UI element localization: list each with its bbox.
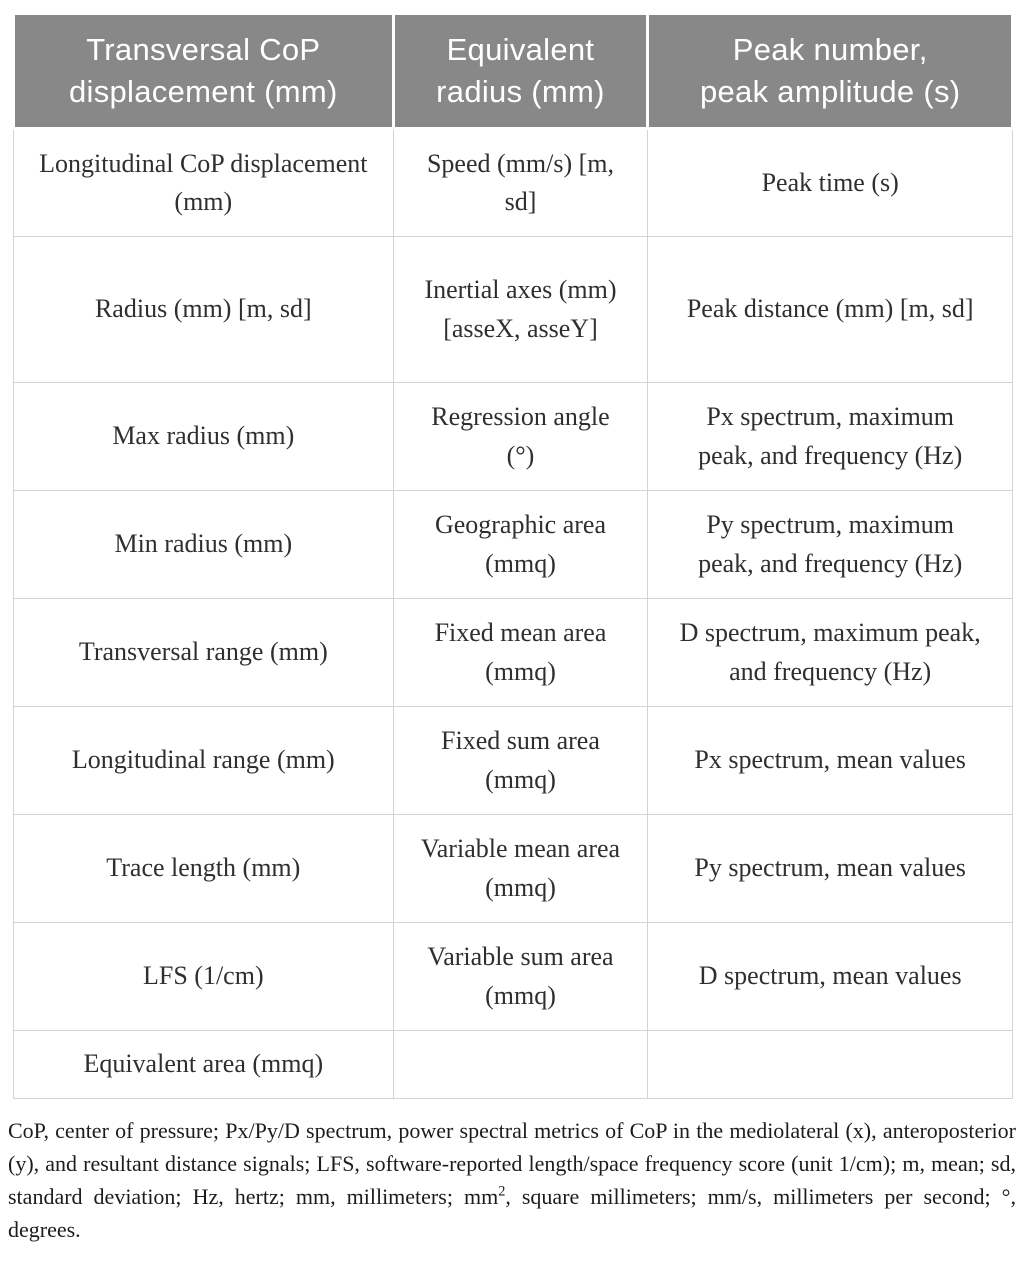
table-cell: Regression angle (°) — [393, 383, 648, 491]
table-row — [14, 237, 1013, 383]
table-cell: D spectrum, mean values — [648, 923, 1013, 1031]
table-cell: Min radius (mm) — [14, 491, 394, 599]
table-cell: Speed (mm/s) [m, sd] — [393, 129, 648, 237]
table-row — [14, 129, 1013, 237]
table-cell — [648, 1031, 1013, 1099]
table-cell: Radius (mm) [m, sd] — [14, 237, 394, 383]
table-cell: Fixed mean area (mmq) — [393, 599, 648, 707]
table-row — [14, 1031, 1013, 1099]
footnote-superscript: 2 — [498, 1183, 506, 1200]
table-row — [14, 707, 1013, 815]
header-line: Peak number, — [732, 32, 928, 68]
metrics-table — [12, 12, 1014, 1099]
footnote-text: , square millimeters; mm/s, millimeters per second; °, degrees. — [8, 1184, 1016, 1242]
header-line: Transversal CoP — [86, 32, 321, 68]
table-cell: Inertial axes (mm) [asseX, asseY] — [393, 237, 648, 383]
table-cell: Px spectrum, mean values — [648, 707, 1013, 815]
table-row — [14, 383, 1013, 491]
column-header-equivalent-radius — [393, 14, 648, 129]
header-line: radius (mm) — [436, 74, 605, 109]
table-cell: Variable mean area (mmq) — [393, 815, 648, 923]
table-row — [14, 599, 1013, 707]
table-row — [14, 491, 1013, 599]
header-line: peak amplitude (s) — [699, 74, 961, 109]
table-cell: Py spectrum, mean values — [648, 815, 1013, 923]
table-cell: Transversal range (mm) — [14, 599, 394, 707]
table-cell — [393, 1031, 648, 1099]
table-row — [14, 815, 1013, 923]
table-cell: D spectrum, maximum peak, and frequency (Hz) — [648, 599, 1013, 707]
table-cell: Peak time (s) — [648, 129, 1013, 237]
table-cell: Px spectrum, maximum peak, and frequency (Hz) — [648, 383, 1013, 491]
table-cell: Equivalent area (mmq) — [14, 1031, 394, 1099]
footnote-text: CoP, center of pressure; Px/Py/D spectrum, power spectral metrics of CoP in the mediolateral (x), anteroposterior (y), and resultant distance signals; LFS, software-reported length/space frequency score (unit 1/cm); m, mean; sd, standard deviation; Hz, hertz; mm, millimeters; mm — [8, 1118, 1016, 1209]
table-cell: Trace length (mm) — [14, 815, 394, 923]
table-cell: Longitudinal range (mm) — [14, 707, 394, 815]
table-cell: Peak distance (mm) [m, sd] — [648, 237, 1013, 383]
table-cell: Variable sum area (mmq) — [393, 923, 648, 1031]
table-header-row — [14, 14, 1013, 129]
table-cell: Max radius (mm) — [14, 383, 394, 491]
table-row — [14, 923, 1013, 1031]
table-cell: LFS (1/cm) — [14, 923, 394, 1031]
table-cell: Longitudinal CoP displacement (mm) — [14, 129, 394, 237]
table-cell: Geographic area (mmq) — [393, 491, 648, 599]
table-cell: Py spectrum, maximum peak, and frequency (Hz) — [648, 491, 1013, 599]
column-header-transversal-cop — [14, 14, 394, 129]
table-footnote — [8, 1114, 1016, 1246]
header-line: Equivalent — [446, 32, 595, 68]
header-line: displacement (mm) — [68, 74, 338, 109]
table-cell: Fixed sum area (mmq) — [393, 707, 648, 815]
column-header-peak-number — [648, 14, 1013, 129]
